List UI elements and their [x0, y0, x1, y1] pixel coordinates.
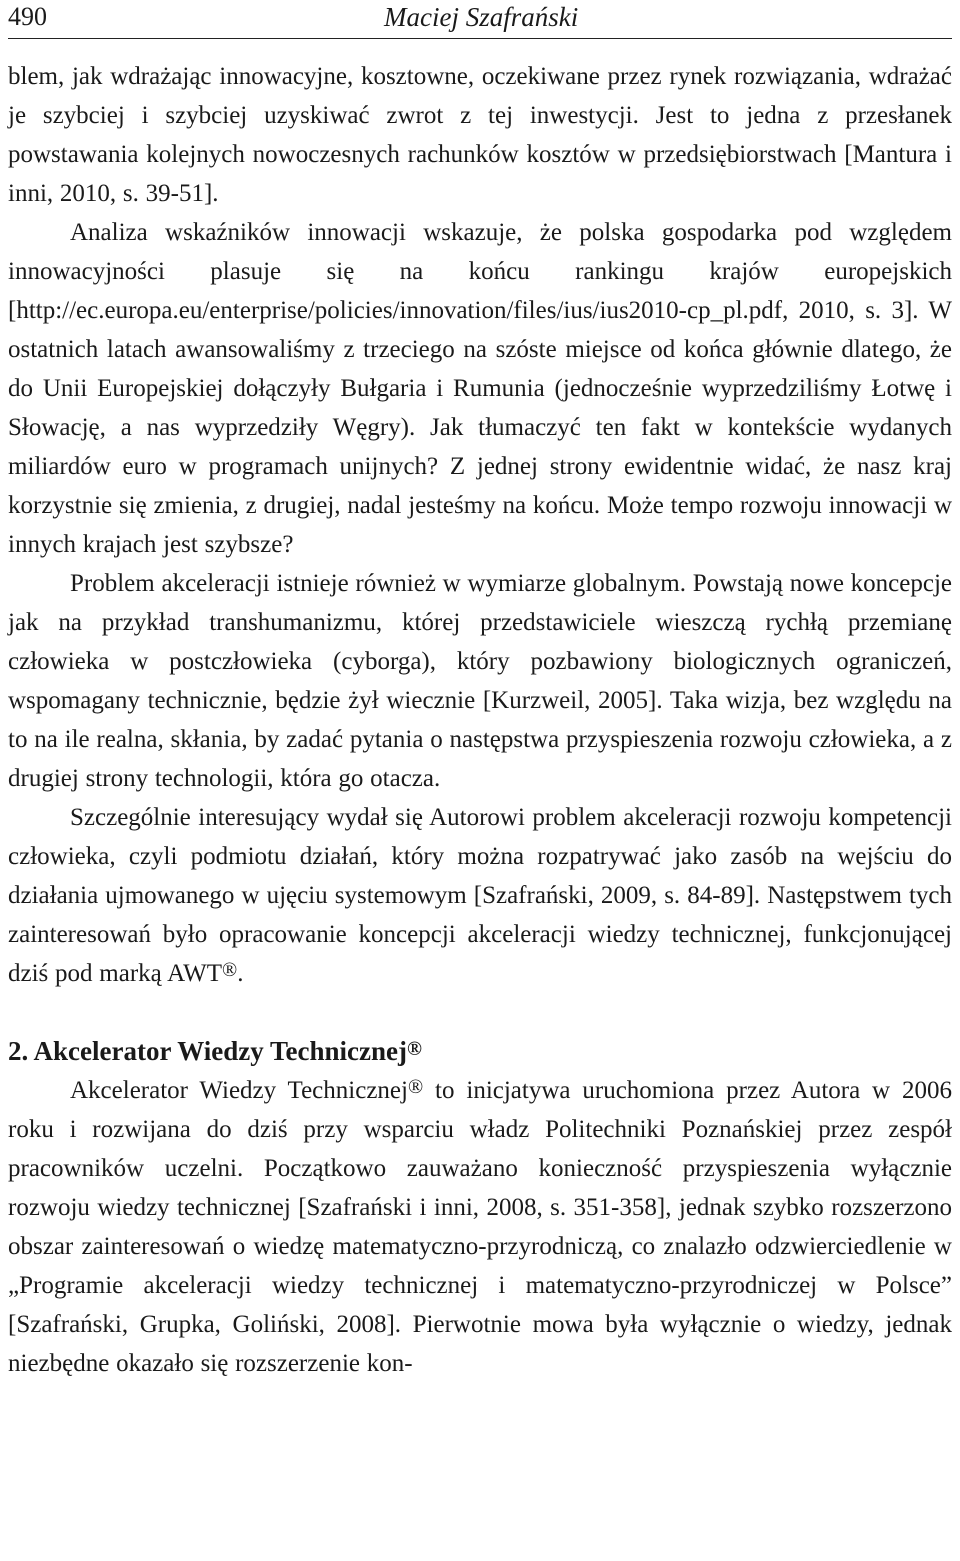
page-body	[8, 57, 952, 1383]
paragraph-1: blem, jak wdrażając innowacyjne, kosztowne, oczekiwane przez rynek rozwiązania, wdrażać je szybciej i szybciej uzyskiwać zwrot z tej inwestycji. Jest to jedna z przesłanek powstawania kolejnych nowoczesnych rachunków kosztów w przedsiębiorstwach [Mantura i inni, 2010, s. 39-51].	[8, 63, 952, 207]
registered-mark: ®	[222, 959, 238, 981]
registered-mark: ®	[406, 1038, 422, 1060]
paragraph-2: Analiza wskaźników innowacji wskazuje, że polska gospodarka pod względem innowacyjności plasuje się na końcu rankingu krajów europejskich [http://ec.europa.eu/enterprise/policies/innovation/files/ius/ius2010-cp_pl.pdf, 2010, s. 3]. W ostatnich latach awansowaliśmy z trzeciego na szóste miejsce od końca głównie dlatego, że do Unii Europejskiej dołączyły Bułgaria i Rumunia (jednocześnie wyprzedziliśmy Łotwę i Słowację, a nas wyprzedziły Węgry). Jak tłumaczyć ten fakt w kontekście wydanych miliardów euro w programach unijnych? Z jednej strony ewidentnie widać, że nasz kraj korzystnie się zmienia, z drugiej, nadal jesteśmy na końcu. Może tempo rozwoju innowacji w innych krajach jest szybsze?	[8, 219, 952, 558]
paragraph-5-start: Akcelerator Wiedzy Technicznej	[70, 1077, 408, 1104]
paragraph-4-end: .	[237, 960, 244, 987]
paragraph-3: Problem akceleracji istnieje również w wymiarze globalnym. Powstają nowe koncepcje jak na przykład transhumanizmu, której przedstawiciele wieszczą rychłą przemianę człowieka w postczłowieka (cyborga), który pozbawiony biologicznych ograniczeń, wspomagany technicznie, będzie żył wiecznie [Kurzweil, 2005]. Taka wizja, bez względu na to na ile realna, skłania, by zadać pytania o następstwa przyspieszenia rozwoju człowieka, a z drugiej strony technologii, która go otacza.	[8, 570, 952, 792]
page-number: 490	[8, 2, 47, 31]
paragraph-4	[8, 798, 952, 993]
paragraph-5-rest: to inicjatywa uruchomiona przez Autora w 2006 roku i rozwijana do dziś przy wsparciu władz Politechniki Poznańskiej przez zespół pracowników uczelni. Początkowo zauważano konieczność przyspieszenia wyłącznie rozwoju wiedzy technicznej [Szafrański i inni, 2008, s. 351-358], jednak szybko rozszerzono obszar zainteresowań o wiedzę matematyczno-przyrodniczą, co znalazło odzwierciedlenie w „Programie akceleracji wiedzy technicznej i matematyczno-przyrodniczej w Polsce” [Szafrański, Grupka, Goliński, 2008]. Pierwotnie mowa była wyłącznie o wiedzy, jednak niezbędne okazało się rozszerzenie kon-	[8, 1077, 952, 1377]
registered-mark: ®	[407, 1076, 424, 1098]
section-heading	[8, 1031, 952, 1071]
section-heading-text: 2. Akcelerator Wiedzy Technicznej	[8, 1036, 407, 1066]
page-header	[8, 0, 952, 39]
paragraph-4-text: Szczególnie interesujący wydał się Autorowi problem akceleracji rozwoju kompetencji człowieka, czyli podmiotu działań, który można rozpatrywać jako zasób na wejściu do działania ujmowanego w ujęciu systemowym [Szafrański, 2009, s. 84-89]. Następstwem tych zainteresowań było opracowanie koncepcji akceleracji wiedzy technicznej, funkcjonującej dziś pod marką AWT	[8, 804, 952, 987]
running-head-author: Maciej Szafrański	[384, 2, 579, 32]
paragraph-5	[8, 1071, 952, 1383]
